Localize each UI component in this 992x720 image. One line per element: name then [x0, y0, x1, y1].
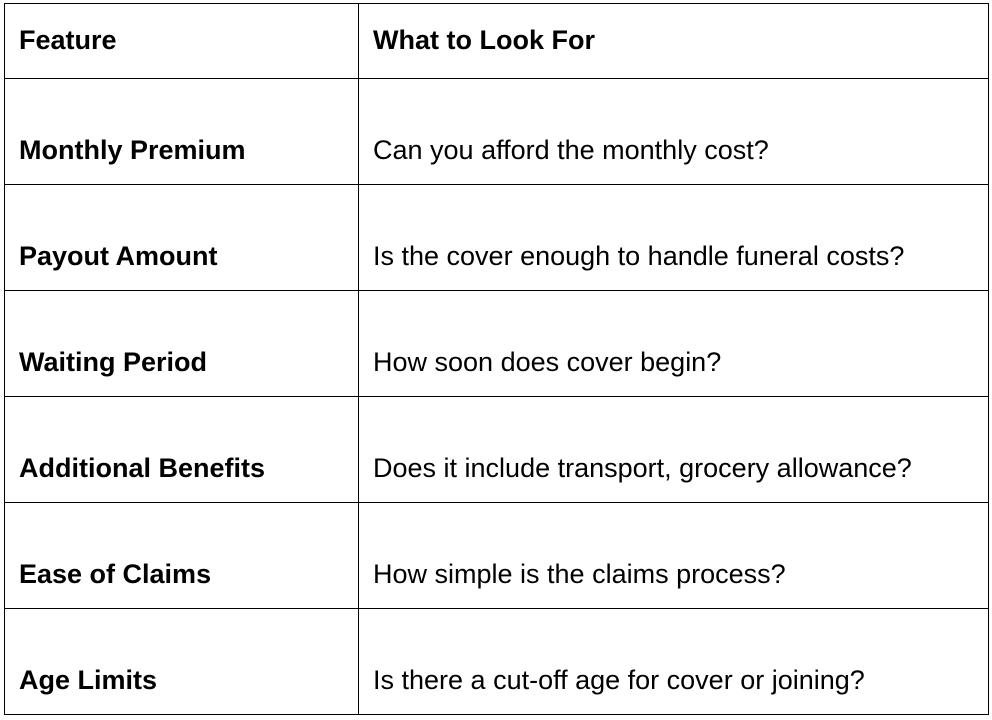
feature-cell: Monthly Premium — [5, 79, 359, 185]
look-for-cell: Does it include transport, grocery allowance? — [359, 397, 989, 503]
table-row — [5, 609, 989, 715]
look-for-cell: How simple is the claims process? — [359, 503, 989, 609]
feature-cell: Waiting Period — [5, 291, 359, 397]
table-header-row — [5, 4, 989, 79]
look-for-cell: Can you afford the monthly cost? — [359, 79, 989, 185]
table-row — [5, 291, 989, 397]
table-row — [5, 79, 989, 185]
feature-cell: Payout Amount — [5, 185, 359, 291]
look-for-cell: How soon does cover begin? — [359, 291, 989, 397]
table-row — [5, 503, 989, 609]
feature-cell: Ease of Claims — [5, 503, 359, 609]
feature-comparison-table — [4, 3, 989, 715]
feature-cell: Additional Benefits — [5, 397, 359, 503]
header-what-to-look-for: What to Look For — [359, 4, 989, 79]
look-for-cell: Is the cover enough to handle funeral costs? — [359, 185, 989, 291]
table-row — [5, 397, 989, 503]
header-feature: Feature — [5, 4, 359, 79]
feature-cell: Age Limits — [5, 609, 359, 715]
table-row — [5, 185, 989, 291]
look-for-cell: Is there a cut-off age for cover or joining? — [359, 609, 989, 715]
